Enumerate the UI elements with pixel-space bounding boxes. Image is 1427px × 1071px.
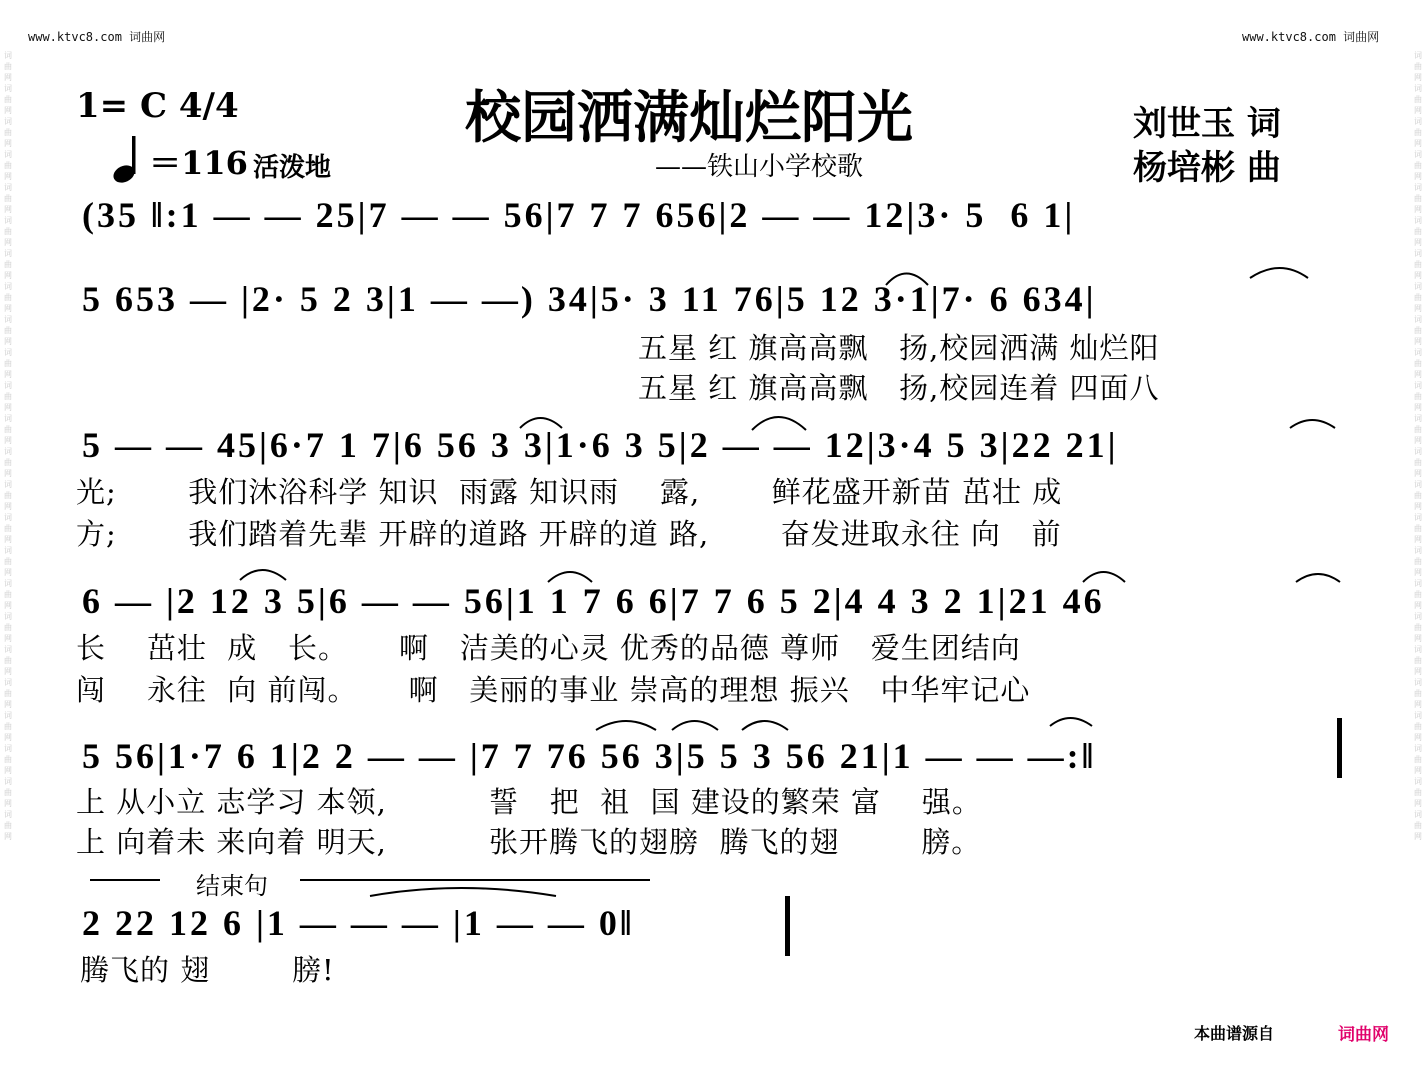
side-watermark-right: 词曲网词曲网词曲网词曲网词曲网词曲网词曲网词曲网词曲网词曲网词曲网词曲网词曲网词曲网词曲网词曲网词曲网词曲网词曲网词曲网词曲网词曲网词曲网词曲网 (1414, 51, 1422, 841)
notation-line-4: 6 — |2 12 3 5|6 — — 56|1 1 7 6 6|7 7 6 5 2|4 4 3 2 1|21 46 (82, 581, 1105, 621)
lyric-line-4a: 长 茁壮 成 长。 啊 洁美的心灵 优秀的品德 尊师 爱生团结向 (76, 631, 1021, 665)
tie-arc (1050, 718, 1092, 726)
lyric-line-5b: 上 向着未 来向着 明天, 张开腾飞的翅膀 腾飞的翅 膀。 (76, 825, 982, 859)
lyric-line-3b: 方; 我们踏着先辈 开辟的道路 开辟的道 路, 奋发进取永往 向 前 (76, 517, 1062, 551)
tie-arc (886, 274, 928, 286)
tempo-word: 活泼地 (253, 153, 332, 183)
notation-line-6: 2 22 12 6 |1 — — — |1 — — 0‖ (82, 903, 635, 943)
notation-line-2: 5 653 — |2· 5 2 3|1 — —) 34|5· 3 11 76|5 12 3·1|7· 6 634| (82, 279, 1097, 319)
final-barline-thick (1337, 718, 1342, 778)
lyric-line-5a: 上 从小立 志学习 本领, 誓 把 祖 国 建设的繁荣 富 强。 (76, 785, 982, 819)
watermark-right[interactable]: www.ktvc8.com 词曲网 (1242, 30, 1380, 44)
side-watermark-left: 词曲网词曲网词曲网词曲网词曲网词曲网词曲网词曲网词曲网词曲网词曲网词曲网词曲网词曲网词曲网词曲网词曲网词曲网词曲网词曲网词曲网词曲网词曲网词曲网 (4, 51, 12, 841)
lyric-line-2b: 五星 红 旗高高飘 扬,校园连着 四面八 (638, 371, 1160, 405)
ending-label: 结束句 (196, 872, 268, 900)
tie-arc (520, 418, 562, 428)
key-signature: 1= C 4/4 (76, 86, 239, 126)
song-subtitle: ——铁山小学校歌 (655, 152, 864, 182)
notation-line-1: (35 ‖:1 — — 25|7 — — 56|7 7 7 656|2 — — 12|3· 5 6 1| (82, 195, 1076, 235)
end-barline-thick (785, 896, 790, 956)
lyric-line-6: 腾飞的 翅 膀! (80, 953, 335, 987)
tie-arc (370, 888, 556, 896)
tie-arc (1290, 420, 1335, 428)
footer-brand-link[interactable]: 词曲网 (1338, 1025, 1389, 1045)
song-title: 校园洒满灿烂阳光 (465, 85, 913, 151)
footer-label: 本曲谱源自 (1194, 1024, 1275, 1043)
tie-arc (596, 721, 656, 730)
tie-arc (240, 570, 286, 580)
tie-arc (752, 417, 806, 430)
composer-credit: 杨培彬 曲 (1133, 148, 1281, 188)
lyric-line-3a: 光; 我们沐浴科学 知识 雨露 知识雨 露, 鲜花盛开新苗 茁壮 成 (76, 475, 1063, 509)
tie-arc (742, 721, 788, 730)
notation-line-3: 5 — — 45|6·7 1 7|6 56 3 3|1·6 3 5|2 — — 12|3·4 5 3|22 21| (82, 425, 1119, 465)
tie-arc (1083, 572, 1125, 582)
tempo-value: ＝116 (149, 144, 248, 182)
tie-arc (1296, 574, 1340, 582)
lyricist-credit: 刘世玉 词 (1133, 104, 1281, 144)
tie-arc (1250, 268, 1308, 278)
lyric-line-4b: 闯 永往 向 前闯。 啊 美丽的事业 崇高的理想 振兴 中华牢记心 (76, 673, 1031, 707)
notation-line-5: 5 56|1·7 6 1|2 2 — — |7 7 76 56 3|5 5 3 56 21|1 — — —:‖ (82, 736, 1097, 776)
watermark-left[interactable]: www.ktvc8.com 词曲网 (28, 30, 166, 44)
tie-arc (548, 572, 592, 582)
tie-arc (672, 721, 718, 730)
lyric-line-2a: 五星 红 旗高高飘 扬,校园洒满 灿烂阳 (638, 331, 1160, 365)
